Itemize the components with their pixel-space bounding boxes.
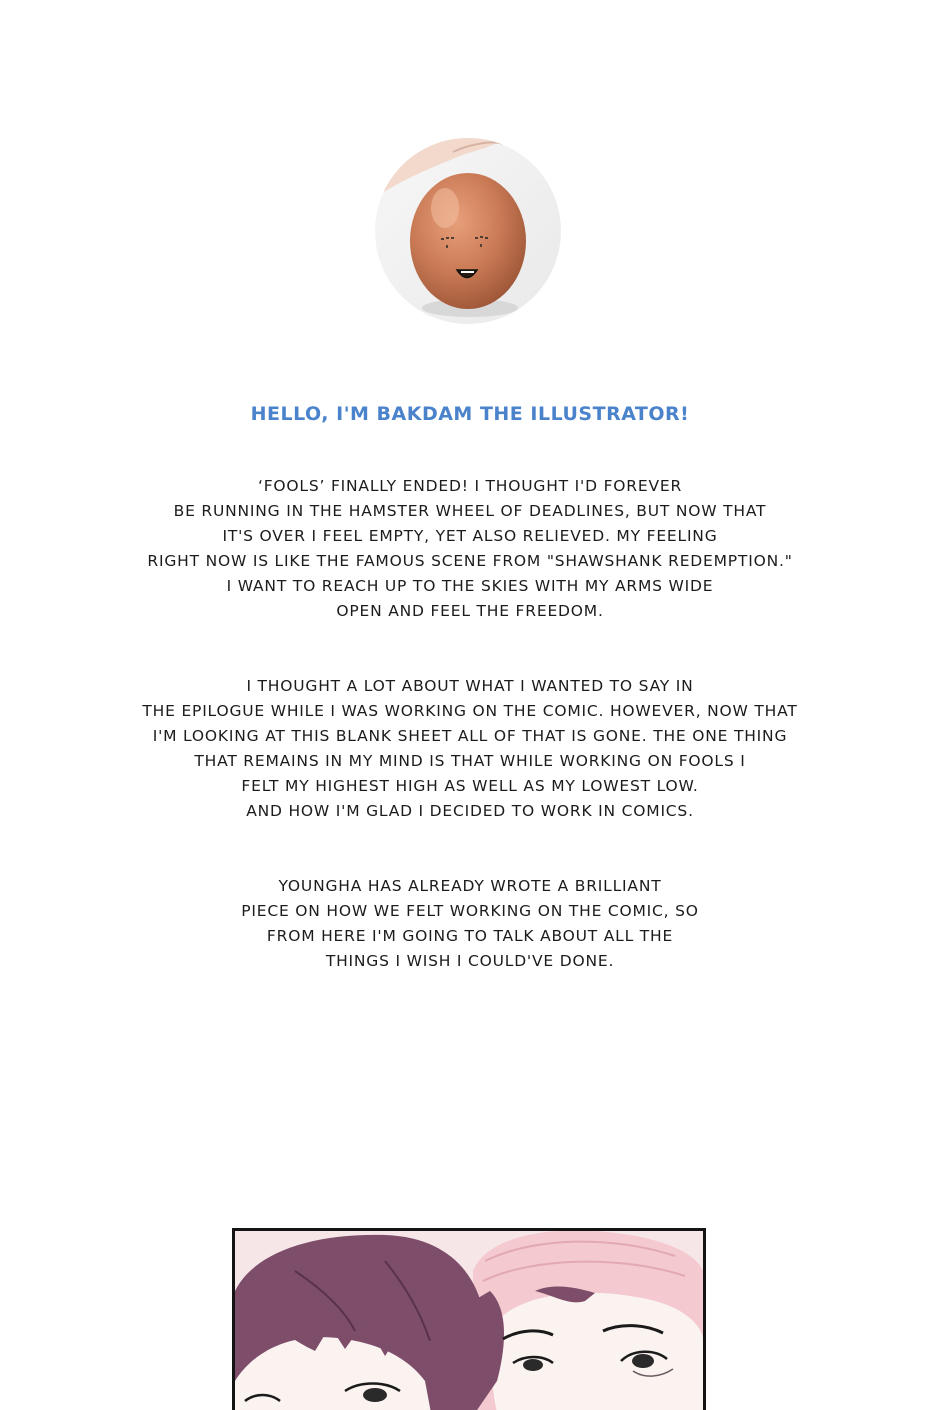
eye xyxy=(363,1388,387,1402)
author-greeting-heading: HELLO, I'M BAKDAM THE ILLUSTRATOR! xyxy=(250,403,690,425)
text-line: IT'S OVER I FEEL EMPTY, YET ALSO RELIEVED. MY FEELING xyxy=(222,527,718,545)
egg-illustration xyxy=(375,138,561,324)
text-line: I THOUGHT A LOT ABOUT WHAT I WANTED TO SAY IN xyxy=(246,677,694,695)
text-line: THAT REMAINS IN MY MIND IS THAT WHILE WORKING ON FOOLS I xyxy=(194,752,746,770)
text-line: THINGS I WISH I COULD'VE DONE. xyxy=(325,952,615,970)
eye xyxy=(632,1354,654,1368)
comic-panel xyxy=(232,1228,706,1410)
paragraph-3 xyxy=(0,874,940,974)
text-line: ‘FOOLS’ FINALLY ENDED! I THOUGHT I'D FOREVER xyxy=(257,477,683,495)
text-line: RIGHT NOW IS LIKE THE FAMOUS SCENE FROM "SHAWSHANK REDEMPTION." xyxy=(147,552,793,570)
comic-illustration xyxy=(235,1231,703,1410)
author-avatar xyxy=(375,138,561,324)
text-line: FELT MY HIGHEST HIGH AS WELL AS MY LOWEST LOW. xyxy=(241,777,699,795)
text-line: I'M LOOKING AT THIS BLANK SHEET ALL OF THAT IS GONE. THE ONE THING xyxy=(152,727,788,745)
text-line: PIECE ON HOW WE FELT WORKING ON THE COMIC, SO xyxy=(241,902,699,920)
eye xyxy=(523,1359,543,1371)
text-line: OPEN AND FEEL THE FREEDOM. xyxy=(336,602,604,620)
text-line: FROM HERE I'M GOING TO TALK ABOUT ALL THE xyxy=(266,927,674,945)
paragraph-1 xyxy=(0,474,940,624)
text-line: THE EPILOGUE WHILE I WAS WORKING ON THE COMIC. HOWEVER, NOW THAT xyxy=(142,702,798,720)
text-line: BE RUNNING IN THE HAMSTER WHEEL OF DEADLINES, BUT NOW THAT xyxy=(173,502,767,520)
text-line: I WANT TO REACH UP TO THE SKIES WITH MY ARMS WIDE xyxy=(226,577,714,595)
text-line: YOUNGHA HAS ALREADY WROTE A BRILLIANT xyxy=(278,877,662,895)
right-face xyxy=(492,1293,703,1410)
egg xyxy=(410,173,526,309)
paragraph-2 xyxy=(0,674,940,824)
text-line: AND HOW I'M GLAD I DECIDED TO WORK IN COMICS. xyxy=(246,802,694,820)
